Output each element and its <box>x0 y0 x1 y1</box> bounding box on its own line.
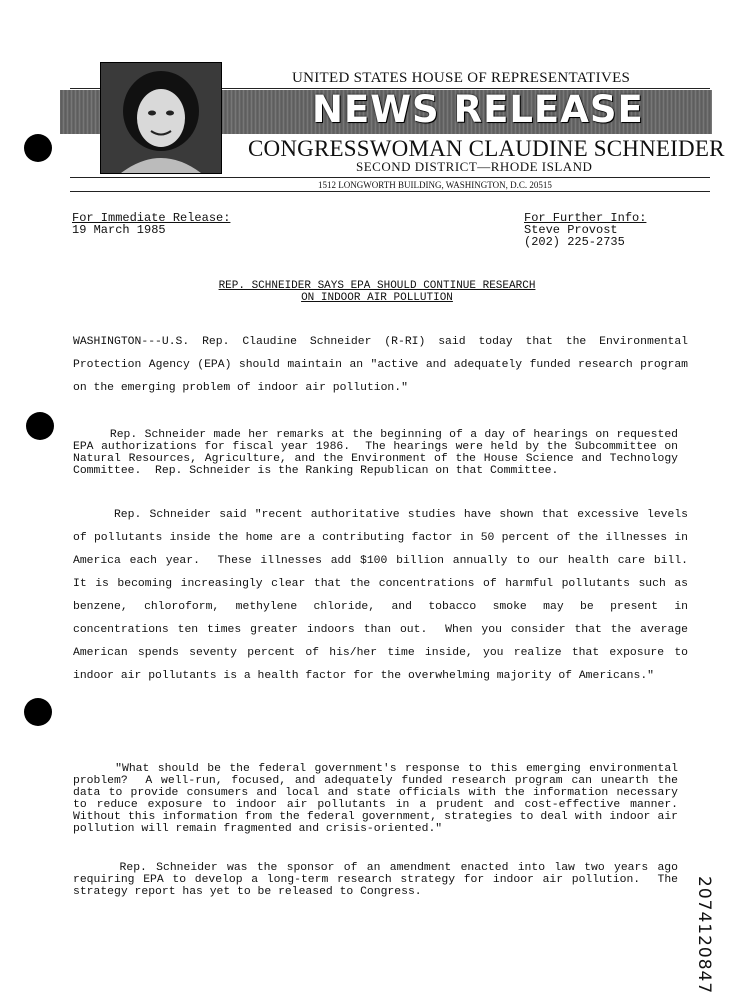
release-label: For Immediate Release: <box>72 211 231 225</box>
headline <box>72 280 682 304</box>
chamber-title: UNITED STATES HOUSE OF REPRESENTATIVES <box>292 70 631 86</box>
headline-line-1: REP. SCHNEIDER SAYS EPA SHOULD CONTINUE RESEARCH <box>218 280 536 292</box>
banner-title: NEWS RELEASE <box>312 88 644 131</box>
paragraph-1: WASHINGTON---U.S. Rep. Claudine Schneider (R-RI) said today that the Environmental Protection Agency (EPA) should maintain an "active and adequately funded research program on the emerging problem of indoor air pollution." <box>73 336 695 394</box>
rule-bottom <box>70 191 710 192</box>
headline-line-2: ON INDOOR AIR POLLUTION <box>301 292 453 304</box>
member-name: CONGRESSWOMAN CLAUDINE SCHNEIDER <box>248 136 725 161</box>
office-address: 1512 LONGWORTH BUILDING, WASHINGTON, D.C. 20515 <box>318 180 552 190</box>
contact-label: For Further Info: <box>524 211 647 225</box>
rule-middle <box>70 177 710 178</box>
paragraph-5: Rep. Schneider was the sponsor of an amendment enacted into law two years ago requiring EPA to develop a long-term research strategy for indoor air pollution. The strategy report has yet to be released to Congress. <box>73 862 685 898</box>
paragraph-3: Rep. Schneider said "recent authoritative studies have shown that excessive levels of pollutants inside the home are a contributing factor in 50 percent of the illnesses in America each year. These illnesses add $100 billion annually to our health care bill. It is becoming increasingly clear that the concentrations of harmful pollutants such as benzene, chloroform, methylene chloride, and tobacco smoke may be present in concentrations ten times greater indoors than out. When you consider that the average American spends seventy percent of his/her time inside, you realize that exposure to indoor air pollutants is a health factor for the overwhelming majority of Americans." <box>73 509 702 682</box>
district-name: SECOND DISTRICT—RHODE ISLAND <box>356 159 593 174</box>
document-id: 2074120847 <box>694 876 714 995</box>
punch-hole-top <box>24 134 52 162</box>
paragraph-2: Rep. Schneider made her remarks at the beginning of a day of hearings on requested EPA authorizations for fiscal year 1986. The hearings were held by the Subcommittee on Natural Resources, Agriculture, and the Environment of the House Science and Technology Committee. Rep. Schneider is the Ranking Republican on that Committee. <box>73 429 685 477</box>
contact-block <box>524 212 646 248</box>
punch-hole-bottom <box>24 698 52 726</box>
paragraph-4: "What should be the federal government's response to this emerging environmental problem? A well-run, focused, and adequately funded research program can unearth the data to provide consumers and local and state officials with the information necessary to reduce exposure to indoor air pollutants in a prudent and cost-effective manner. Without this information from the federal government, strategies to deal with indoor air pollution will remain fragmented and crisis-oriented." <box>73 763 692 835</box>
release-block <box>72 212 230 236</box>
portrait-photo <box>100 62 222 174</box>
contact-phone: (202) 225-2735 <box>524 235 625 249</box>
contact-name: Steve Provost <box>524 223 618 237</box>
punch-hole-middle <box>26 412 54 440</box>
release-date: 19 March 1985 <box>72 223 166 237</box>
